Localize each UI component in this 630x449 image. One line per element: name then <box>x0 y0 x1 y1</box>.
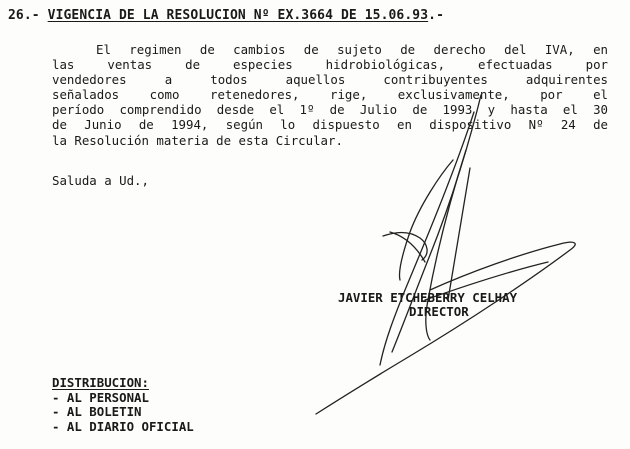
signatory-name: JAVIER ETCHEBERRY CELHAY <box>338 290 518 305</box>
distribution-item: - AL DIARIO OFICIAL <box>52 418 194 434</box>
closing-salutation: Saluda a Ud., <box>52 173 149 188</box>
paragraph-line: El regimen de cambios de sujeto de derecho del IVA, en <box>96 42 608 57</box>
body-paragraph <box>52 42 608 148</box>
paragraph-line: período comprendido desde el 1º de Julio de 1993 y hasta el 30 <box>52 102 608 118</box>
distribution-title: DISTRIBUCION: <box>52 375 149 390</box>
paragraph-line: de Junio de 1994, según lo dispuesto en dispositivo Nº 24 de <box>52 117 608 133</box>
distribution-block <box>52 376 194 434</box>
section-title-suffix: .- <box>428 8 444 23</box>
section-title: VIGENCIA DE LA RESOLUCION Nº EX.3664 DE 15.06.93 <box>47 8 429 23</box>
distribution-item: - AL BOLETIN <box>52 404 142 419</box>
distribution-item: - AL PERSONAL <box>52 389 149 405</box>
paragraph-line: señalados como retenedores, rige, exclusivamente, por el <box>52 87 608 103</box>
paragraph-line: la Resolución materia de esta Circular. <box>52 132 343 148</box>
paragraph-line: vendedores a todos aquellos contribuyentes adquirentes <box>52 72 608 88</box>
paragraph-line: las ventas de especies hidrobiológicas, efectuadas por <box>52 57 608 73</box>
section-number: 26.- <box>8 8 40 23</box>
section-heading <box>8 8 444 23</box>
signatory-title: DIRECTOR <box>409 304 469 319</box>
